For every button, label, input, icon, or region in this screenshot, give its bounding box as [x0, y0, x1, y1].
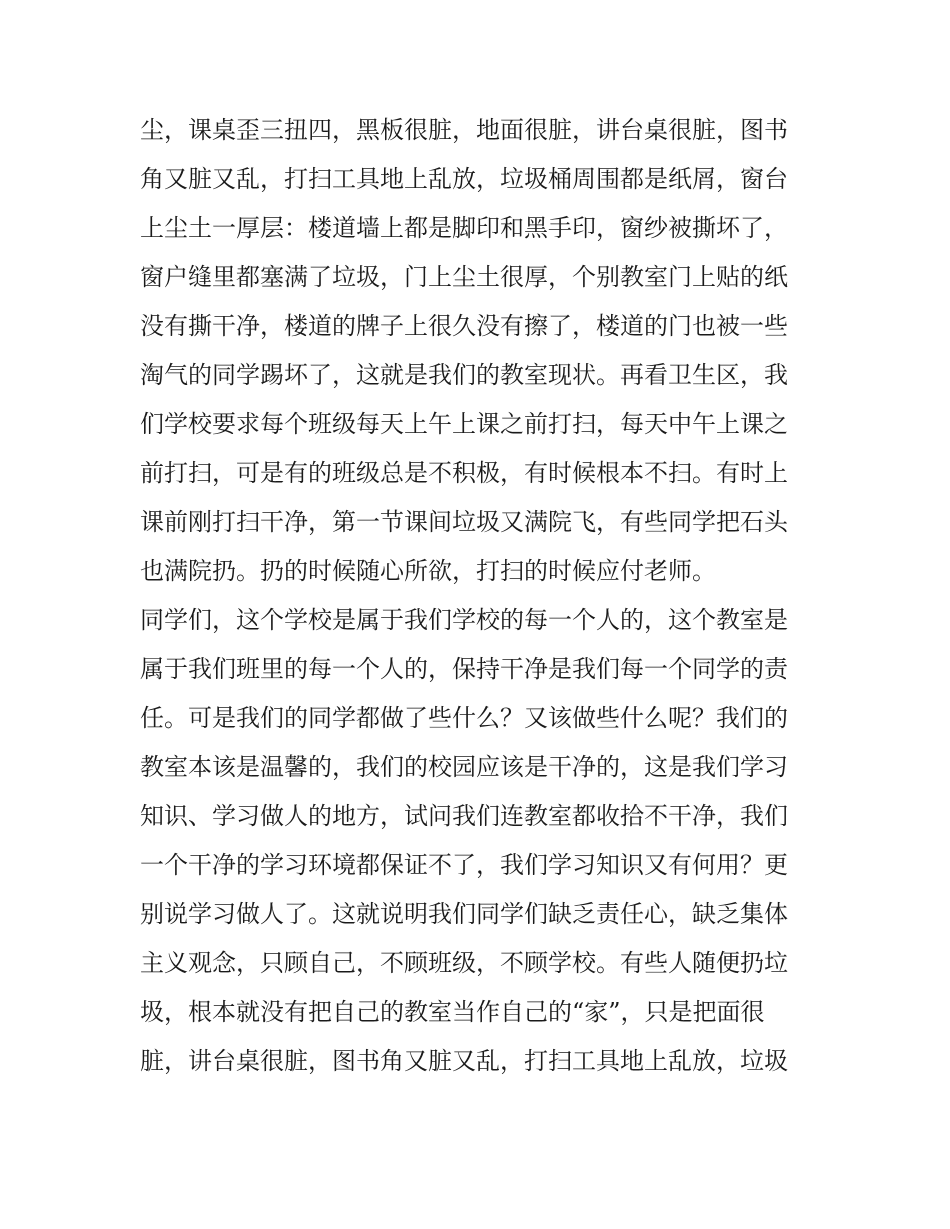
text-line: 角又脏又乱，打扫工具地上乱放，垃圾桶周围都是纸屑，窗台 — [140, 165, 788, 193]
text-line: 圾，根本就没有把自己的教室当作自己的“家”，只是把面很 — [140, 998, 765, 1026]
text-line: 知识、学习做人的地方，试问我们连教室都收拾不干净，我们 — [140, 802, 788, 830]
text-line: 同学们，这个学校是属于我们学校的每一个人的，这个教室是 — [140, 606, 788, 634]
body-text — [140, 106, 820, 1086]
text-line: 上尘土一厚层：楼道墙上都是脚印和黑手印，窗纱被撕坏了， — [140, 214, 788, 242]
text-line: 窗户缝里都塞满了垃圾，门上尘土很厚，个别教室门上贴的纸 — [140, 263, 788, 291]
text-line: 脏，讲台桌很脏，图书角又脏又乱，打扫工具地上乱放，垃圾 — [140, 1047, 788, 1075]
text-line: 课前刚打扫干净，第一节课间垃圾又满院飞，有些同学把石头 — [140, 508, 788, 536]
text-line: 主义观念，只顾自己，不顾班级，不顾学校。有些人随便扔垃 — [140, 949, 788, 977]
text-line: 尘，课桌歪三扭四，黑板很脏，地面很脏，讲台桌很脏，图书 — [140, 116, 788, 144]
text-line: 教室本该是温馨的，我们的校园应该是干净的，这是我们学习 — [140, 753, 788, 781]
text-line: 淘气的同学踢坏了，这就是我们的教室现状。再看卫生区，我 — [140, 361, 788, 389]
text-line: 也满院扔。扔的时候随心所欲，打扫的时候应付老师。 — [140, 557, 716, 585]
text-line: 没有撕干净，楼道的牌子上很久没有擦了，楼道的门也被一些 — [140, 312, 788, 340]
text-line: 们学校要求每个班级每天上午上课之前打扫，每天中午上课之 — [140, 410, 788, 438]
text-line: 别说学习做人了。这就说明我们同学们缺乏责任心，缺乏集体 — [140, 900, 788, 928]
text-line: 前打扫，可是有的班级总是不积极，有时候根本不扫。有时上 — [140, 459, 788, 487]
text-line: 任。可是我们的同学都做了些什么？又该做些什么呢？我们的 — [140, 704, 788, 732]
text-line: 一个干净的学习环境都保证不了，我们学习知识又有何用？更 — [140, 851, 788, 879]
text-line: 属于我们班里的每一个人的，保持干净是我们每一个同学的责 — [140, 655, 788, 683]
